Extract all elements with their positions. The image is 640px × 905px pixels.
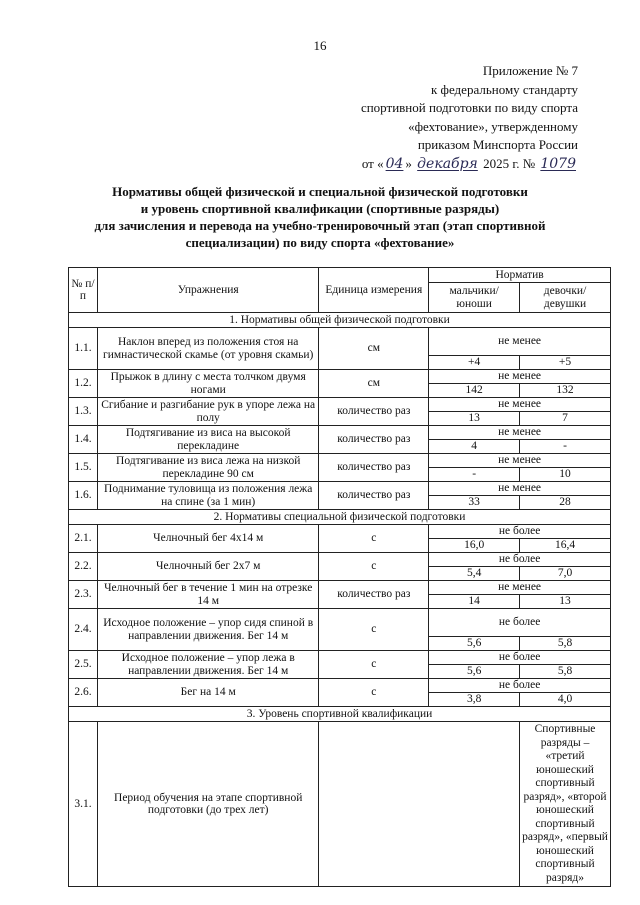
- row-exercise: Челночный бег в течение 1 мин на отрезке 14 м: [97, 581, 318, 609]
- standards-table: [68, 267, 611, 887]
- appendix-line: «фехтование», утвержденному: [408, 118, 578, 134]
- norm-label: не более: [429, 679, 611, 693]
- row-exercise: Подтягивание из виса лежа на низкой перекладине 90 см: [97, 454, 318, 482]
- row-exercise: Наклон вперед из положения стоя на гимнастической скамье (от уровня скамьи): [97, 328, 318, 370]
- row-exercise: Период обучения на этапе спортивной подготовки (до трех лет): [97, 722, 318, 887]
- row-unit: с: [319, 651, 429, 679]
- norm-label: не более: [429, 553, 611, 567]
- table-row: [69, 328, 611, 356]
- norm-label: не менее: [429, 328, 611, 356]
- table-row: [69, 581, 611, 595]
- boys-value: 13: [429, 412, 520, 426]
- table-row: [69, 609, 611, 637]
- girls-value: 5,8: [520, 637, 611, 651]
- row-unit: с: [319, 525, 429, 553]
- row-number: 2.5.: [69, 651, 98, 679]
- row-unit: см: [319, 328, 429, 370]
- girls-value: 10: [520, 468, 611, 482]
- header-boys: мальчики/ юноши: [429, 283, 520, 313]
- row-unit: количество раз: [319, 426, 429, 454]
- row-exercise: Челночный бег 4х14 м: [97, 525, 318, 553]
- row-unit: количество раз: [319, 398, 429, 426]
- norm-label: не более: [429, 525, 611, 539]
- row-exercise: Исходное положение – упор лежа в направлении движения. Бег 14 м: [97, 651, 318, 679]
- header-unit: Единица измерения: [319, 268, 429, 313]
- row-unit: см: [319, 370, 429, 398]
- boys-value: 3,8: [429, 693, 520, 707]
- boys-value: 142: [429, 384, 520, 398]
- boys-value: 5,4: [429, 567, 520, 581]
- table-row: [69, 651, 611, 665]
- order-number: 1079: [540, 155, 576, 172]
- row-unit: с: [319, 679, 429, 707]
- norm-label: не менее: [429, 398, 611, 412]
- row-number: 2.4.: [69, 609, 98, 651]
- row-number: 2.6.: [69, 679, 98, 707]
- appendix-line: спортивной подготовки по виду спорта: [360, 100, 578, 115]
- row-number: 3.1.: [69, 722, 98, 887]
- qualification-cell: Спортивные разряды – «третий юношеский спортивный разряд», «второй юношеский спортивный разряд», «первый юношеский спортивный разряд»: [520, 722, 611, 887]
- row-number: 1.4.: [69, 426, 98, 454]
- table-row: [69, 426, 611, 440]
- boys-value: 5,6: [429, 637, 520, 651]
- table-row: [69, 454, 611, 468]
- girls-value: 5,8: [520, 665, 611, 679]
- girls-value: 7: [520, 412, 611, 426]
- norm-label: не более: [429, 651, 611, 665]
- row-unit: количество раз: [319, 454, 429, 482]
- row-number: 2.2.: [69, 553, 98, 581]
- boys-value: 14: [429, 595, 520, 609]
- order-date-line: от « 04 » декабря 2025 г. № 1079: [361, 155, 576, 172]
- header-norm: Норматив: [429, 268, 611, 283]
- row-number: 2.3.: [69, 581, 98, 609]
- table-row: [69, 370, 611, 384]
- row-exercise: Бег на 14 м: [97, 679, 318, 707]
- appendix-line: приказом Минспорта России: [417, 137, 578, 152]
- row-exercise: Прыжок в длину с места толчком двумя ногами: [97, 370, 318, 398]
- order-month: декабря: [417, 155, 478, 172]
- row-exercise: Исходное положение – упор сидя спиной в направлении движения. Бег 14 м: [97, 609, 318, 651]
- row-empty-cell: [319, 722, 520, 887]
- row-exercise: Сгибание и разгибание рук в упоре лежа на полу: [97, 398, 318, 426]
- girls-value: 7,0: [520, 567, 611, 581]
- norm-label: не менее: [429, 454, 611, 468]
- order-day: 04: [385, 155, 404, 172]
- row-number: 2.1.: [69, 525, 98, 553]
- girls-value: 28: [520, 496, 611, 510]
- row-number: 1.2.: [69, 370, 98, 398]
- boys-value: 4: [429, 440, 520, 454]
- row-unit: с: [319, 553, 429, 581]
- boys-value: -: [429, 468, 520, 482]
- row-exercise: Подтягивание из виса на высокой перекладине: [97, 426, 318, 454]
- table-row: [69, 398, 611, 412]
- document-title: Нормативы общей физической и специальной физической подготовки и уровень спортивной квалификации (спортивные разряды) для зачисления и перевода на учебно-тренировочный этап (этап спортивной специализации) по виду спорта «фехтование»: [94, 184, 546, 250]
- row-number: 1.1.: [69, 328, 98, 370]
- row-number: 1.6.: [69, 482, 98, 510]
- section-3-heading: 3. Уровень спортивной квалификации: [69, 707, 611, 722]
- norm-label: не менее: [429, 370, 611, 384]
- row-number: 1.5.: [69, 454, 98, 482]
- table-row: [69, 679, 611, 693]
- appendix-line: к федеральному стандарту: [430, 81, 578, 97]
- boys-value: 16,0: [429, 539, 520, 553]
- norm-label: не менее: [429, 482, 611, 496]
- girls-value: 13: [520, 595, 611, 609]
- section-1-heading: 1. Нормативы общей физической подготовки: [69, 313, 611, 328]
- girls-value: -: [520, 440, 611, 454]
- section-1-rows: [69, 328, 611, 510]
- row-exercise: Челночный бег 2х7 м: [97, 553, 318, 581]
- row-number: 1.3.: [69, 398, 98, 426]
- table-row: [69, 525, 611, 539]
- header-girls: девочки/ девушки: [520, 283, 611, 313]
- boys-value: +4: [429, 356, 520, 370]
- girls-value: 16,4: [520, 539, 611, 553]
- header-num: № п/п: [69, 268, 98, 313]
- girls-value: 4,0: [520, 693, 611, 707]
- row-unit: с: [319, 609, 429, 651]
- page-number: 16: [313, 38, 327, 53]
- table-row: [69, 482, 611, 496]
- section-1-body: [69, 313, 611, 328]
- norm-label: не менее: [429, 426, 611, 440]
- girls-value: +5: [520, 356, 611, 370]
- row-unit: количество раз: [319, 581, 429, 609]
- appendix-line: Приложение № 7: [482, 63, 578, 78]
- row-unit: количество раз: [319, 482, 429, 510]
- header-exercise: Упражнения: [97, 268, 318, 313]
- norm-label: не менее: [429, 581, 611, 595]
- section-2-rows: [69, 525, 611, 707]
- section-2-heading: 2. Нормативы специальной физической подготовки: [69, 510, 611, 525]
- table-row: [69, 553, 611, 567]
- boys-value: 5,6: [429, 665, 520, 679]
- row-exercise: Поднимание туловища из положения лежа на спине (за 1 мин): [97, 482, 318, 510]
- norm-label: не более: [429, 609, 611, 637]
- appendix-block: [361, 62, 578, 173]
- girls-value: 132: [520, 384, 611, 398]
- boys-value: 33: [429, 496, 520, 510]
